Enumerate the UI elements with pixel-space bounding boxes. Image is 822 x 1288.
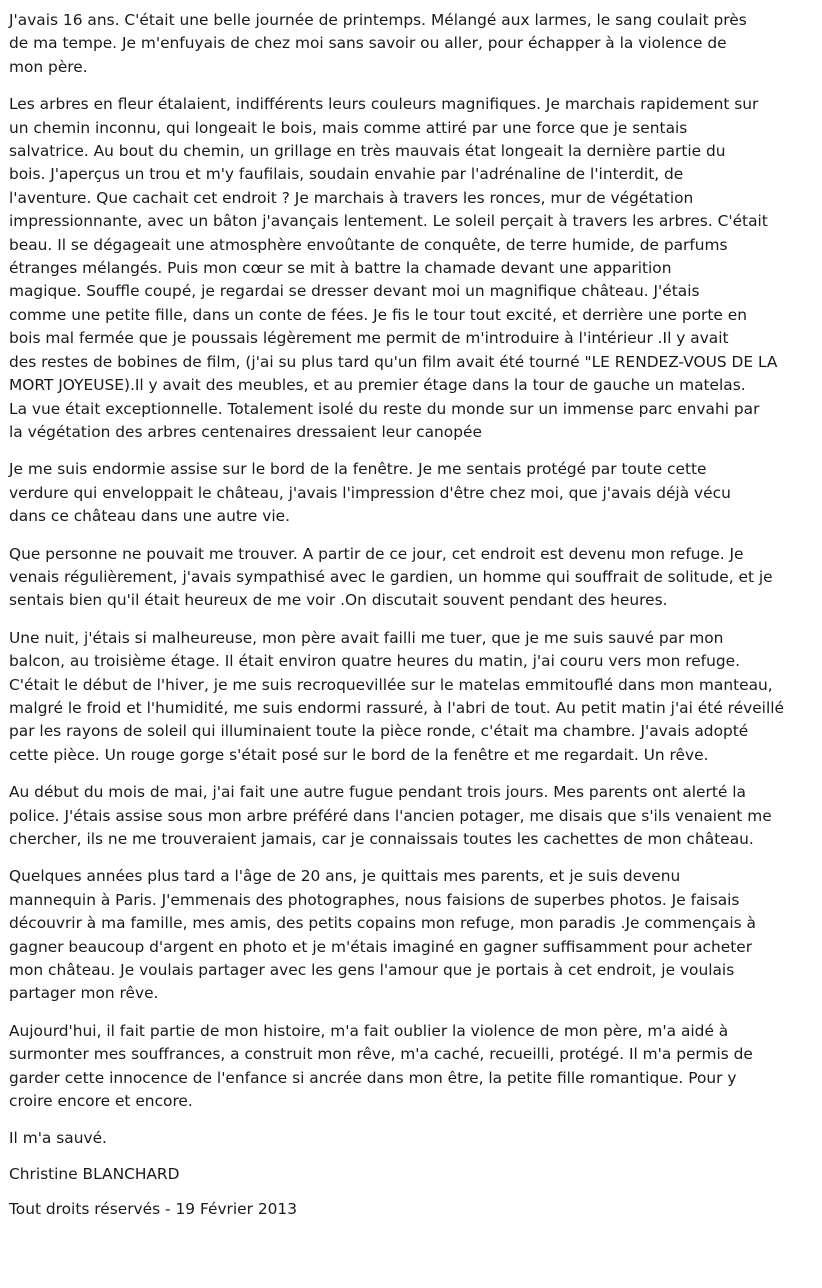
author-name: Christine BLANCHARD <box>9 1164 180 1183</box>
paragraph-3: Je me suis endormie assise sur le bord de la fenêtre. Je me sentais protégé par toute cette verdure qui enveloppait le château, j'avais l'impression d'être chez moi, que j'avais déjà vécu dans ce château dans une autre vie. <box>9 460 731 526</box>
paragraph-7: Quelques années plus tard a l'âge de 20 ans, je quittais mes parents, et je suis devenu mannequin à Paris. J'emmenais des photographes, nous faisions de superbes photos. Je faisais découvrir à ma famille, mes amis, des petits copains mon refuge, mon paradis .Je commençais à gagner beaucoup d'argent en photo et je m'étais imaginé en gagner suffisamment pour acheter mon château. Je voulais partager avec les gens l'amour que je portais à cet endroit, je voulais partager mon rêve. <box>9 867 756 1003</box>
paragraph-1: J'avais 16 ans. C'était une belle journée de printemps. Mélangé aux larmes, le sang coulait près de ma tempe. Je m'enfuyais de chez moi sans savoir ou aller, pour échapper à la violence de mon père. <box>9 11 747 76</box>
paragraph-4: Que personne ne pouvait me trouver. A partir de ce jour, cet endroit est devenu mon refuge. Je venais régulièrement, j'avais sympathisé avec le gardien, un homme qui souffrait de solitude, et je sentais bien qu'il était heureux de me voir .On discutait souvent pendant des heures. <box>9 544 773 610</box>
copyright-line: Tout droits réservés - 19 Février 2013 <box>9 1200 298 1219</box>
paragraph-6: Au début du mois de mai, j'ai fait une autre fugue pendant trois jours. Mes parents ont alerté la police. J'étais assise sous mon arbre préféré dans l'ancien potager, me disais que s'ils venaient me chercher, ils ne me trouveraient jamais, car je connaissais toutes les cachettes de mon château. <box>9 783 772 848</box>
closing-line: Il m'a sauvé. <box>9 1129 107 1148</box>
document-body <box>9 9 815 1234</box>
paragraph-5: Une nuit, j'étais si malheureuse, mon père avait failli me tuer, que je me suis sauvé par mon balcon, au troisième étage. Il était environ quatre heures du matin, j'ai couru vers mon refuge. C'était le début de l'hiver, je me suis recroquevillée sur le matelas emmitouflé dans mon manteau, malgré le froid et l'humidité, me suis endormi rassuré, à l'abri de tout. Au petit matin j'ai été réveillé par les rayons de soleil qui illuminaient toute la pièce ronde, c'était ma chambre. J'avais adopté cette pièce. Un rouge gorge s'était posé sur le bord de la fenêtre et me regardait. Un rêve. <box>9 628 784 764</box>
paragraph-8: Aujourd'hui, il fait partie de mon histoire, m'a fait oublier la violence de mon père, m'a aidé à surmonter mes souffrances, a construit mon rêve, m'a caché, recueilli, protégé. Il m'a permis de garder cette innocence de l'enfance si ancrée dans mon être, la petite fille romantique. Pour y croire encore et encore. <box>9 1021 753 1111</box>
paragraph-2: Les arbres en fleur étalaient, indifférents leurs couleurs magnifiques. Je marchais rapidement sur un chemin inconnu, qui longeait le bois, mais comme attiré par une force que je sentais salvatrice. Au bout du chemin, un grillage en très mauvais état longeait la dernière partie du bois. J'aperçus un trou et m'y faufilais, soudain envahie par l'adrénaline de l'interdit, de l'aventure. Que cachait cet endroit ? Je marchais à travers les ronces, mur de végétation impressionnante, avec un bâton j'avançais lentement. Le soleil perçait à travers les arbres. C'était beau. Il se dégageait une atmosphère envoûtante de conquête, de terre humide, de parfums étranges mélangés. Puis mon cœur se mit à battre la chamade devant une apparition magique. Souffle coupé, je regardai se dresser devant moi un magnifique château. J'étais comme une petite fille, dans un conte de fées. Je fis le tour tout excité, et derrière une porte en bois mal fermée que je poussais légèrement me permit de m'introduire à l'intérieur .Il y avait des restes de bobines de film, (j'ai su plus tard qu'un film avait été tourné "LE RENDEZ-VOUS DE LA MORT JOYEUSE).Il y avait des meubles, et au premier étage dans la tour de gauche un matelas. La vue était exceptionnelle. Totalement isolé du reste du monde sur un immense parc envahi par la végétation des arbres centenaires dressaient leur canopée <box>9 95 778 441</box>
